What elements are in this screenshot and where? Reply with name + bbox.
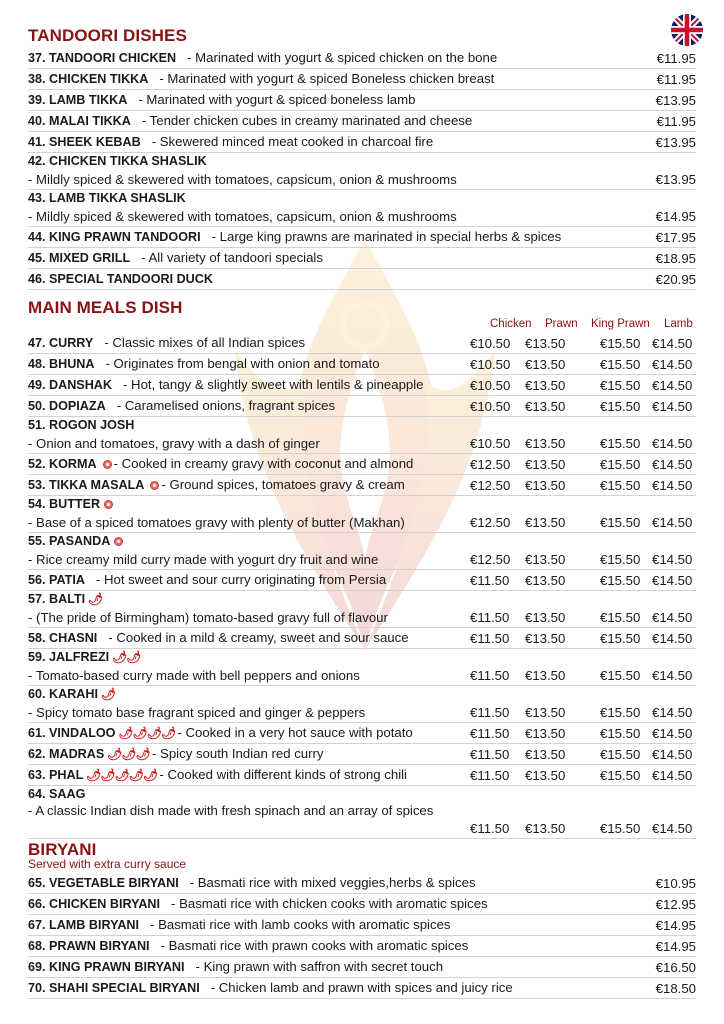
item-desc: - Marinated with yogurt & spiced boneless lamb (138, 92, 416, 107)
item-desc: - Cooked in a very hot sauce with potato (177, 725, 413, 740)
item-desc: - Tomato-based curry made with bell peppers and onions (28, 668, 360, 683)
price-prawn: €13.50 (525, 515, 566, 530)
item-prices (470, 630, 696, 647)
item-desc: - King prawn with saffron with secret touch (195, 959, 444, 974)
price-prawn: €13.50 (525, 573, 566, 588)
column-header-lamb: Lamb (664, 318, 693, 330)
item-desc: - Cooked with different kinds of strong chili (159, 767, 407, 782)
section-title-biryani: BIRYANI (28, 840, 97, 859)
item-name: 66. CHICKEN BIRYANI (28, 897, 161, 911)
menu-item (28, 132, 696, 153)
item-desc: - Base of a spiced tomatoes gravy with plenty of butter (Makhan) (28, 515, 405, 530)
price-chicken: €12.50 (470, 515, 511, 530)
menu-item (28, 873, 696, 894)
item-name: 46. SPECIAL TANDOORI DUCK (28, 272, 213, 286)
price-prawn: €13.50 (525, 631, 566, 646)
price-lamb: €14.50 (652, 821, 693, 836)
uk-flag-icon[interactable] (671, 14, 703, 46)
menu-item (28, 248, 696, 269)
price-column-headers (470, 318, 696, 332)
item-price: €11.95 (656, 114, 696, 129)
chili-pepper-icon: 🌶︎ (88, 592, 103, 606)
menu-item (28, 936, 696, 957)
main-meals-list (28, 333, 696, 839)
price-lamb: €14.50 (652, 457, 693, 472)
price-chicken: €10.50 (470, 436, 511, 451)
item-desc: - Basmati rice with mixed veggies,herbs & spices (189, 875, 476, 890)
item-prices (470, 398, 696, 415)
price-prawn: €13.50 (525, 552, 566, 567)
item-name: 63. PHAL (28, 768, 84, 782)
price-king-prawn: €15.50 (600, 457, 641, 472)
item-desc: - Originates from bengal with onion and tomato (105, 356, 380, 371)
item-desc: - Chicken lamb and prawn with spices and juicy rice (210, 980, 513, 995)
item-name: 41. SHEEK KEBAB (28, 135, 141, 149)
item-price: €11.95 (656, 72, 696, 87)
section-title-tandoori: TANDOORI DISHES (28, 26, 187, 45)
item-price: €18.95 (655, 251, 696, 266)
item-price: €14.95 (655, 209, 696, 224)
item-prices (470, 335, 696, 352)
column-header-prawn: Prawn (545, 318, 578, 330)
item-prices (470, 704, 696, 721)
item-price: €14.95 (655, 918, 696, 933)
item-price: €20.95 (655, 272, 696, 287)
item-prices (470, 477, 696, 494)
item-prices (470, 435, 696, 452)
menu-item (28, 48, 696, 69)
item-desc: - Large king prawns are marinated in special herbs & spices (211, 229, 562, 244)
price-king-prawn: €15.50 (600, 478, 641, 493)
price-prawn: €13.50 (525, 747, 566, 762)
item-name: 38. CHICKEN TIKKA (28, 72, 149, 86)
item-name: 58. CHASNI (28, 631, 98, 645)
section-title-main-meals: MAIN MEALS DISH (28, 298, 183, 317)
menu-item (28, 475, 696, 496)
price-king-prawn: €15.50 (600, 336, 641, 351)
price-lamb: €14.50 (652, 515, 693, 530)
section-subtitle: Served with extra curry sauce (28, 857, 187, 871)
price-king-prawn: €15.50 (600, 573, 641, 588)
item-prices (470, 820, 696, 837)
mild-icon (103, 460, 112, 469)
menu-item (28, 417, 696, 454)
menu-item (28, 69, 696, 90)
item-desc: - Rice creamy mild curry made with yogurt dry fruit and wine (28, 552, 379, 567)
price-chicken: €11.50 (470, 747, 510, 762)
price-lamb: €14.50 (652, 668, 693, 683)
item-name: 70. SHAHI SPECIAL BIRYANI (28, 981, 200, 995)
item-name: 68. PRAWN BIRYANI (28, 939, 150, 953)
item-desc: - A classic Indian dish made with fresh spinach and an array of spices (28, 803, 434, 818)
chili-pepper-icon: 🌶︎🌶︎🌶︎🌶︎ (118, 726, 176, 740)
price-prawn: €13.50 (525, 478, 566, 493)
price-lamb: €14.50 (652, 378, 693, 393)
item-name: 42. CHICKEN TIKKA SHASLIK (28, 154, 207, 168)
item-name: 45. MIXED GRILL (28, 251, 131, 265)
price-lamb: €14.50 (652, 478, 693, 493)
price-lamb: €14.50 (652, 747, 693, 762)
price-chicken: €11.50 (470, 821, 510, 836)
item-prices (470, 456, 696, 473)
price-king-prawn: €15.50 (600, 747, 641, 762)
item-price: €10.95 (655, 876, 696, 891)
price-chicken: €11.50 (470, 726, 510, 741)
price-king-prawn: €15.50 (600, 668, 641, 683)
item-price: €12.95 (655, 897, 696, 912)
price-king-prawn: €15.50 (600, 821, 641, 836)
price-king-prawn: €15.50 (600, 631, 641, 646)
item-desc: - Basmati rice with prawn cooks with aromatic spices (160, 938, 469, 953)
item-price: €17.95 (655, 230, 696, 245)
biryani-list (28, 873, 696, 999)
item-name: 64. SAAG (28, 787, 86, 801)
price-prawn: €13.50 (525, 378, 566, 393)
menu-item (28, 227, 696, 248)
item-prices (470, 746, 696, 763)
item-desc: - Skewered minced meat cooked in charcoal fire (151, 134, 434, 149)
price-chicken: €12.50 (470, 552, 511, 567)
price-king-prawn: €15.50 (600, 399, 641, 414)
price-lamb: €14.50 (652, 631, 693, 646)
menu-item (28, 190, 696, 227)
item-name: 49. DANSHAK (28, 378, 112, 392)
chili-pepper-icon: 🌶︎ (100, 687, 116, 701)
menu-item (28, 628, 696, 649)
item-name: 69. KING PRAWN BIRYANI (28, 960, 185, 974)
menu-item (28, 591, 696, 628)
price-king-prawn: €15.50 (600, 515, 641, 530)
item-prices (470, 551, 696, 568)
item-price: €13.95 (655, 93, 696, 108)
item-prices (470, 514, 696, 531)
price-chicken: €10.50 (470, 357, 511, 372)
menu-item (28, 333, 696, 354)
item-name: 44. KING PRAWN TANDOORI (28, 230, 201, 244)
item-name: 43. LAMB TIKKA SHASLIK (28, 191, 186, 205)
price-chicken: €10.50 (470, 378, 511, 393)
price-chicken: €11.50 (470, 610, 510, 625)
price-king-prawn: €15.50 (600, 378, 641, 393)
item-name: 48. BHUNA (28, 357, 95, 371)
item-price: €18.50 (655, 981, 696, 996)
item-desc: - Classic mixes of all Indian spices (104, 335, 306, 350)
price-chicken: €12.50 (470, 478, 511, 493)
chili-pepper-icon: 🌶︎🌶︎ (112, 650, 141, 664)
price-prawn: €13.50 (525, 436, 566, 451)
item-name: 56. PATIA (28, 573, 85, 587)
item-desc: - Onion and tomatoes, gravy with a dash of ginger (28, 436, 320, 451)
item-prices (470, 609, 696, 626)
menu-item (28, 454, 696, 475)
price-chicken: €11.50 (470, 668, 510, 683)
menu-item (28, 90, 696, 111)
item-name: 50. DOPIAZA (28, 399, 106, 413)
price-lamb: €14.50 (652, 726, 693, 741)
item-prices (470, 572, 696, 589)
price-king-prawn: €15.50 (600, 552, 641, 567)
item-desc: - Tender chicken cubes in creamy marinated and cheese (141, 113, 473, 128)
item-price: €13.95 (655, 135, 696, 150)
column-header-chicken: Chicken (490, 318, 532, 330)
item-name: 47. CURRY (28, 336, 94, 350)
menu-item (28, 649, 696, 686)
item-name: 40. MALAI TIKKA (28, 114, 131, 128)
item-prices (470, 767, 696, 784)
price-chicken: €12.50 (470, 457, 511, 472)
chili-pepper-icon: 🌶︎🌶︎🌶︎ (107, 747, 150, 761)
item-desc: - Marinated with yogurt & spiced chicken on the bone (187, 50, 498, 65)
item-price: €11.95 (656, 51, 696, 66)
item-name: 55. PASANDA (28, 534, 111, 548)
item-name: 61. VINDALOO (28, 726, 116, 740)
item-desc: - All variety of tandoori specials (141, 250, 323, 265)
menu-item (28, 111, 696, 132)
item-desc: - Basmati rice with chicken cooks with aromatic spices (171, 896, 488, 911)
item-desc: - Cooked in a mild & creamy, sweet and sour sauce (108, 630, 409, 645)
item-desc: - Caramelised onions, fragrant spices (116, 398, 336, 413)
price-chicken: €11.50 (470, 705, 510, 720)
price-prawn: €13.50 (525, 821, 566, 836)
item-desc: - Basmati rice with lamb cooks with aromatic spices (150, 917, 451, 932)
price-lamb: €14.50 (652, 436, 693, 451)
menu-item (28, 396, 696, 417)
price-king-prawn: €15.50 (600, 726, 641, 741)
menu-item (28, 686, 696, 723)
item-prices (470, 725, 696, 742)
menu-item (28, 269, 696, 290)
item-prices (470, 667, 696, 684)
price-chicken: €10.50 (470, 399, 511, 414)
price-lamb: €14.50 (652, 768, 693, 783)
menu-item (28, 533, 696, 570)
item-name: 67. LAMB BIRYANI (28, 918, 140, 932)
item-name: 53. TIKKA MASALA (28, 478, 145, 492)
price-chicken: €11.50 (470, 631, 510, 646)
item-prices (470, 377, 696, 394)
item-name: 54. BUTTER (28, 497, 101, 511)
menu-item (28, 786, 696, 839)
menu-item (28, 354, 696, 375)
item-name: 51. ROGON JOSH (28, 418, 135, 432)
price-lamb: €14.50 (652, 573, 693, 588)
mild-icon (104, 500, 113, 509)
price-chicken: €11.50 (470, 768, 510, 783)
item-desc: - Hot sweet and sour curry originating from Persia (95, 572, 387, 587)
menu-item (28, 153, 696, 190)
item-price: €13.95 (655, 172, 696, 187)
item-name: 60. KARAHI 🌶︎ (28, 687, 116, 701)
menu-item (28, 957, 696, 978)
price-prawn: €13.50 (525, 726, 566, 741)
item-desc: - (The pride of Birmingham) tomato-based gravy full of flavour (28, 610, 388, 625)
price-king-prawn: €15.50 (600, 436, 641, 451)
price-chicken: €11.50 (470, 573, 510, 588)
item-desc: - Marinated with yogurt & spiced Boneless chicken breast (159, 71, 495, 86)
item-name: 59. JALFREZI 🌶︎🌶︎ (28, 650, 141, 664)
price-lamb: €14.50 (652, 552, 693, 567)
item-desc: - Mildly spiced & skewered with tomatoes, capsicum, onion & mushrooms (28, 172, 457, 187)
column-header-king-prawn: King Prawn (591, 318, 650, 330)
price-king-prawn: €15.50 (600, 705, 641, 720)
menu-item (28, 765, 696, 786)
item-desc: - Spicy tomato base fragrant spiced and ginger & peppers (28, 705, 366, 720)
price-prawn: €13.50 (525, 457, 566, 472)
price-king-prawn: €15.50 (600, 768, 641, 783)
item-desc: - Spicy south Indian red curry (151, 746, 324, 761)
price-lamb: €14.50 (652, 336, 693, 351)
price-prawn: €13.50 (525, 610, 566, 625)
item-name: 39. LAMB TIKKA (28, 93, 128, 107)
price-prawn: €13.50 (525, 336, 566, 351)
price-king-prawn: €15.50 (600, 357, 641, 372)
menu-item (28, 570, 696, 591)
item-desc: - Hot, tangy & slightly sweet with lentils & pineapple (122, 377, 424, 392)
menu-item (28, 915, 696, 936)
menu-item (28, 744, 696, 765)
menu-item (28, 978, 696, 999)
item-name: 57. BALTI 🌶︎ (28, 592, 103, 606)
item-desc: - Ground spices, tomatoes gravy & cream (161, 477, 405, 492)
price-lamb: €14.50 (652, 705, 693, 720)
menu-item (28, 375, 696, 396)
price-prawn: €13.50 (525, 399, 566, 414)
item-desc: - Mildly spiced & skewered with tomatoes, capsicum, onion & mushrooms (28, 209, 457, 224)
mild-icon (150, 481, 159, 490)
price-lamb: €14.50 (652, 399, 693, 414)
price-chicken: €10.50 (470, 336, 511, 351)
menu-item (28, 894, 696, 915)
menu-item (28, 496, 696, 533)
price-prawn: €13.50 (525, 768, 566, 783)
item-price: €16.50 (655, 960, 696, 975)
item-name: 37. TANDOORI CHICKEN (28, 51, 177, 65)
price-prawn: €13.50 (525, 668, 566, 683)
price-king-prawn: €15.50 (600, 610, 641, 625)
item-name: 52. KORMA (28, 457, 97, 471)
item-name: 62. MADRAS (28, 747, 105, 761)
mild-icon (114, 537, 123, 546)
price-prawn: €13.50 (525, 357, 566, 372)
menu-item (28, 723, 696, 744)
price-prawn: €13.50 (525, 705, 566, 720)
item-name: 65. VEGETABLE BIRYANI (28, 876, 179, 890)
chili-pepper-icon: 🌶︎🌶︎🌶︎🌶︎🌶︎ (86, 768, 158, 782)
item-price: €14.95 (655, 939, 696, 954)
item-desc: - Cooked in creamy gravy with coconut and almond (113, 456, 414, 471)
tandoori-list (28, 48, 696, 290)
item-prices (470, 356, 696, 373)
price-lamb: €14.50 (652, 610, 693, 625)
price-lamb: €14.50 (652, 357, 693, 372)
